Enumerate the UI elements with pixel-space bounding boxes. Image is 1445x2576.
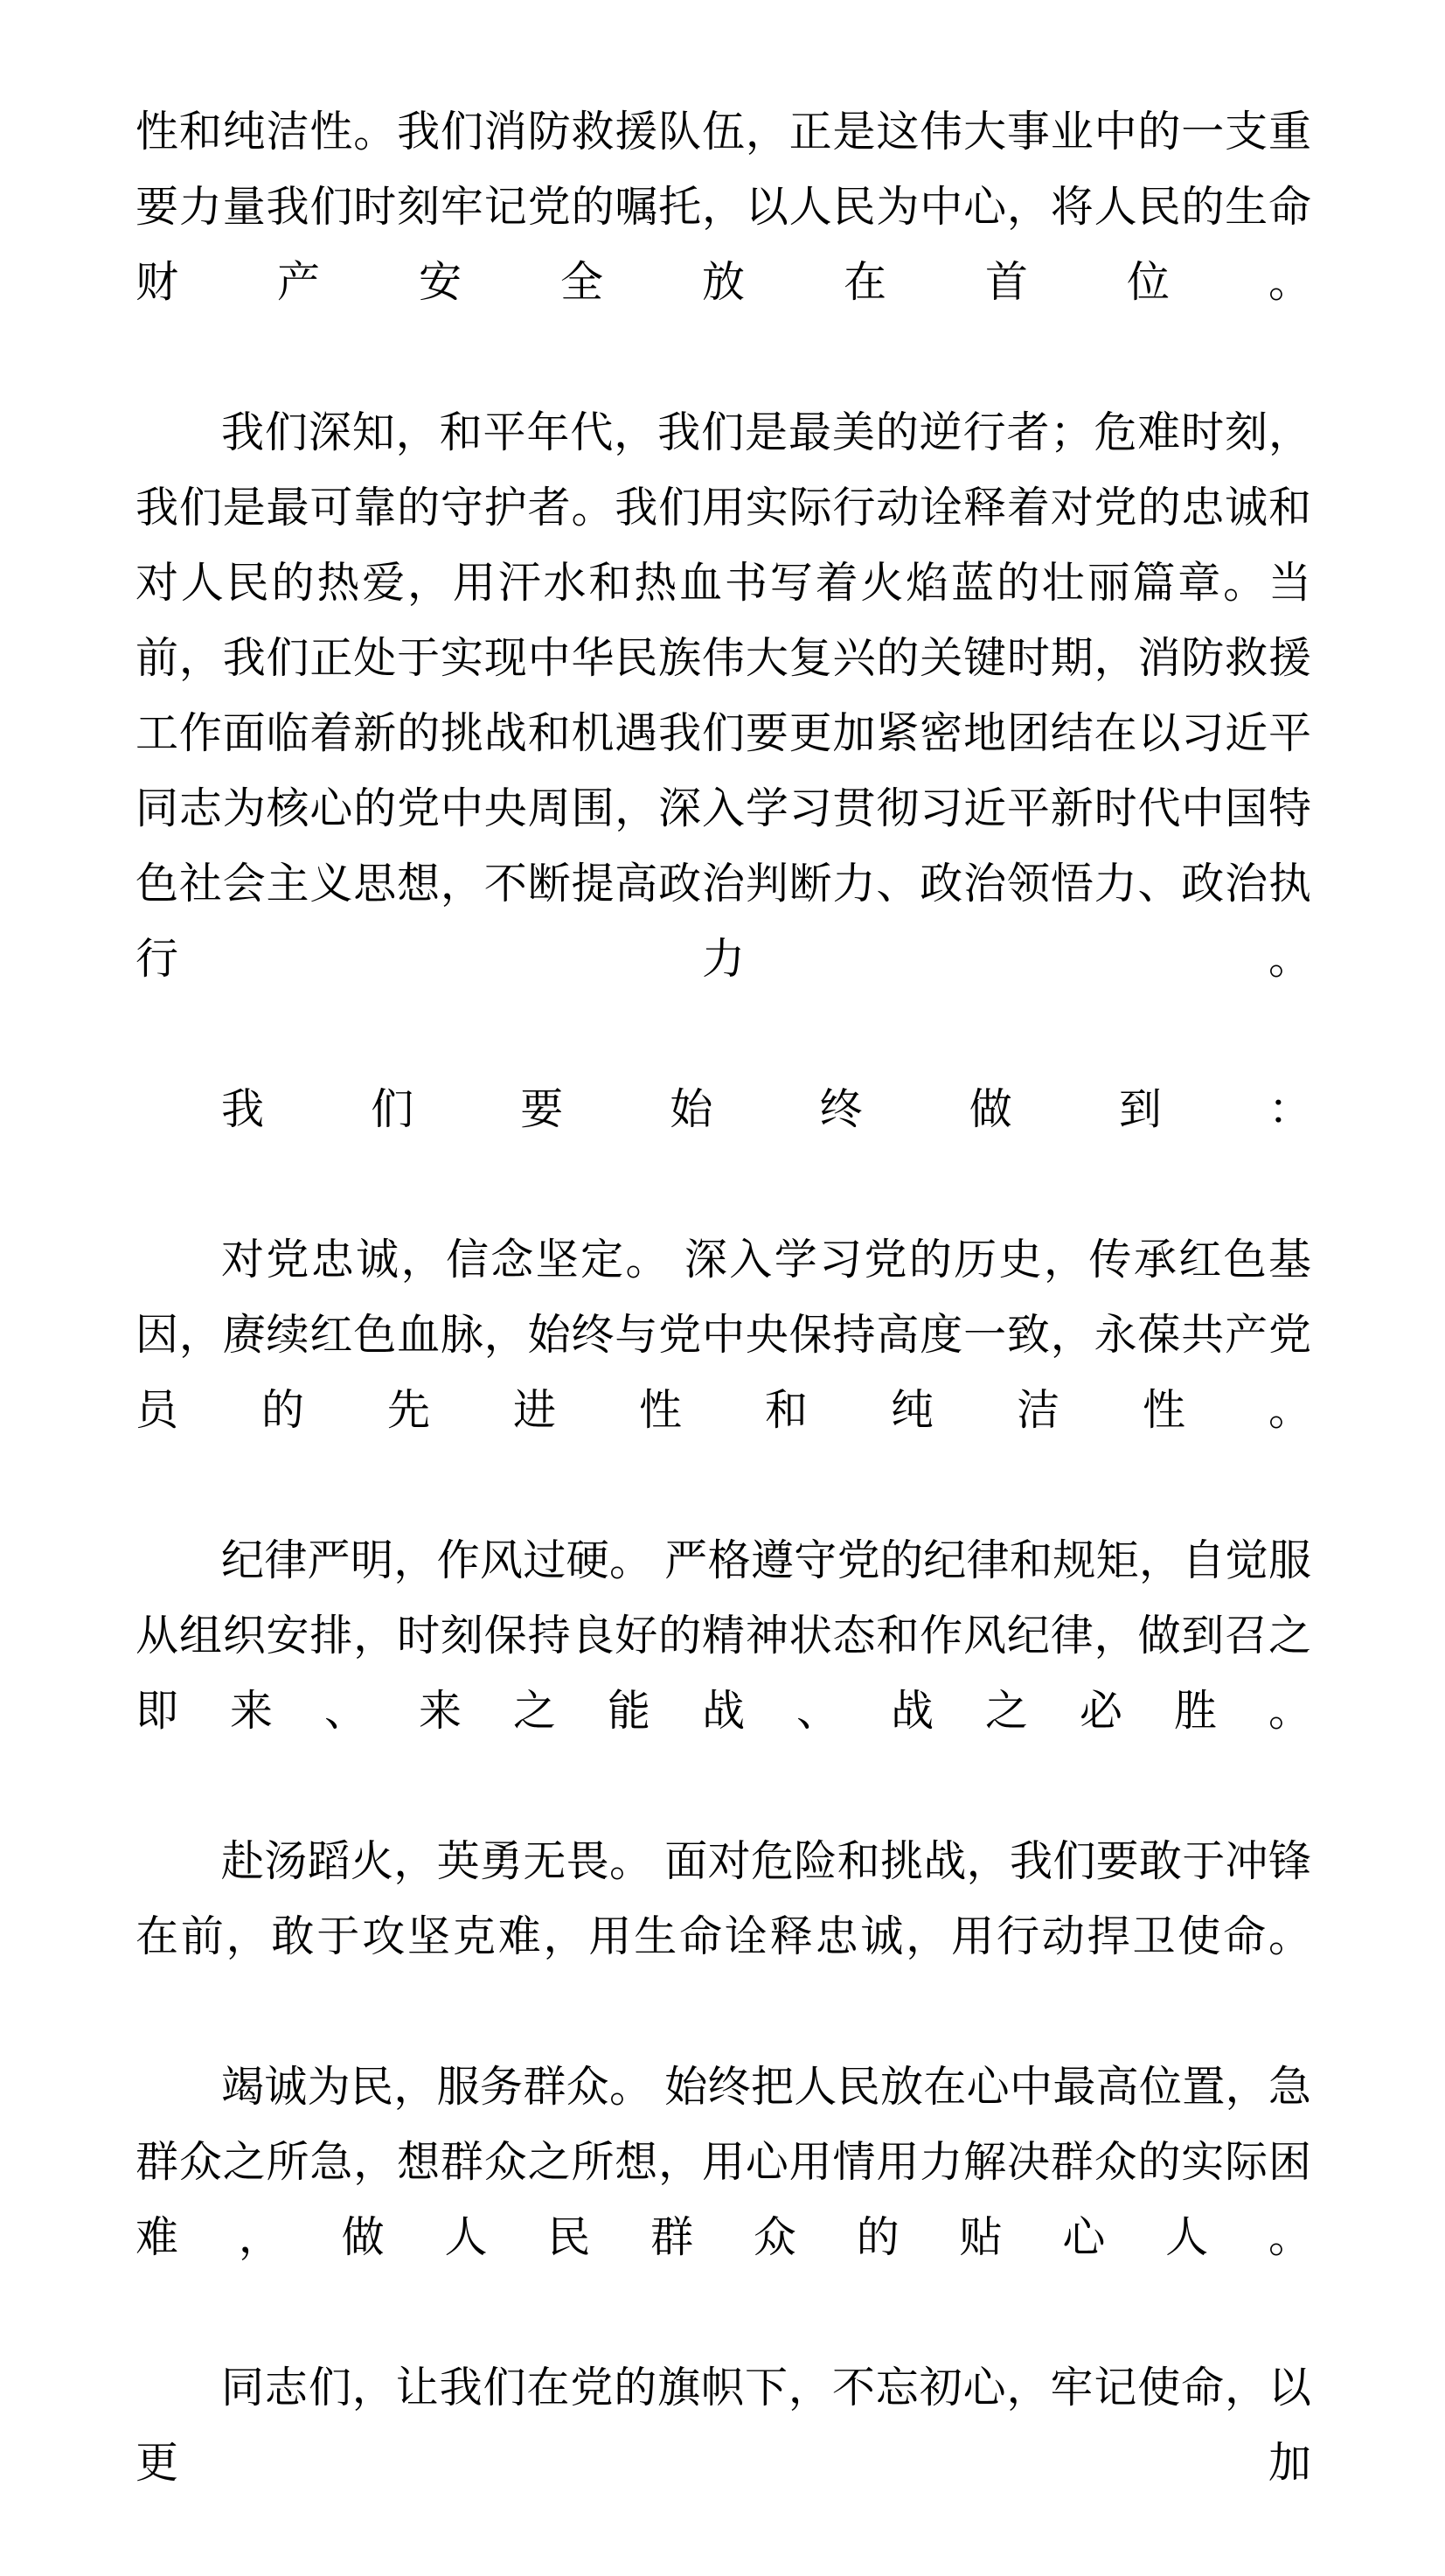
paragraph-continuation: 性和纯洁性。我们消防救援队伍，正是这伟大事业中的一支重要力量我们时刻牢记党的嘱托，以人民为中心，将人民的生命财产安全放在首位。 (135, 108, 1311, 306)
paragraph-loyalty-to-party: 对党忠诚，信念坚定。 深入学习党的历史，传承红色基因，赓续红色血脉，始终与党中央保持高度一致，永葆共产党员的先进性和纯洁性。 (135, 1236, 1311, 1434)
paragraph-closing-call: 同志们，让我们在党的旗帜下，不忘初心，牢记使命，以更加 (135, 2364, 1311, 2487)
document-body (135, 94, 1311, 2576)
paragraph-serve-the-people: 竭诚为民，服务群众。 始终把人民放在心中最高位置，急群众之所急，想群众之所想，用心用情用力解决群众的实际困难，做人民群众的贴心人。 (135, 2064, 1311, 2261)
paragraph-brave-sacrifice: 赴汤蹈火，英勇无畏。 面对危险和挑战，我们要敢于冲锋在前，敢于攻坚克难，用生命诠释忠诚，用行动捍卫使命。 (135, 1838, 1311, 1960)
paragraph-deep-awareness: 我们深知，和平年代，我们是最美的逆行者；危难时刻，我们是最可靠的守护者。我们用实际行动诠释着对党的忠诚和对人民的热爱，用汗水和热血书写着火焰蓝的壮丽篇章。当前，我们正处于实现中华民族伟大复兴的关键时期，消防救援工作面临着新的挑战和机遇我们要更加紧密地团结在以习近平同志为核心的党中央周围，深入学习贯彻习近平新时代中国特色社会主义思想，不断提高政治判断力、政治领悟力、政治执行力。 (135, 409, 1311, 983)
paragraph-commitment-lead-in: 我们要始终做到： (221, 1086, 1311, 1133)
paragraph-strict-discipline: 纪律严明，作风过硬。 严格遵守党的纪律和规矩，自觉服从组织安排，时刻保持良好的精神状态和作风纪律，做到召之即来、来之能战、战之必胜。 (135, 1537, 1311, 1735)
